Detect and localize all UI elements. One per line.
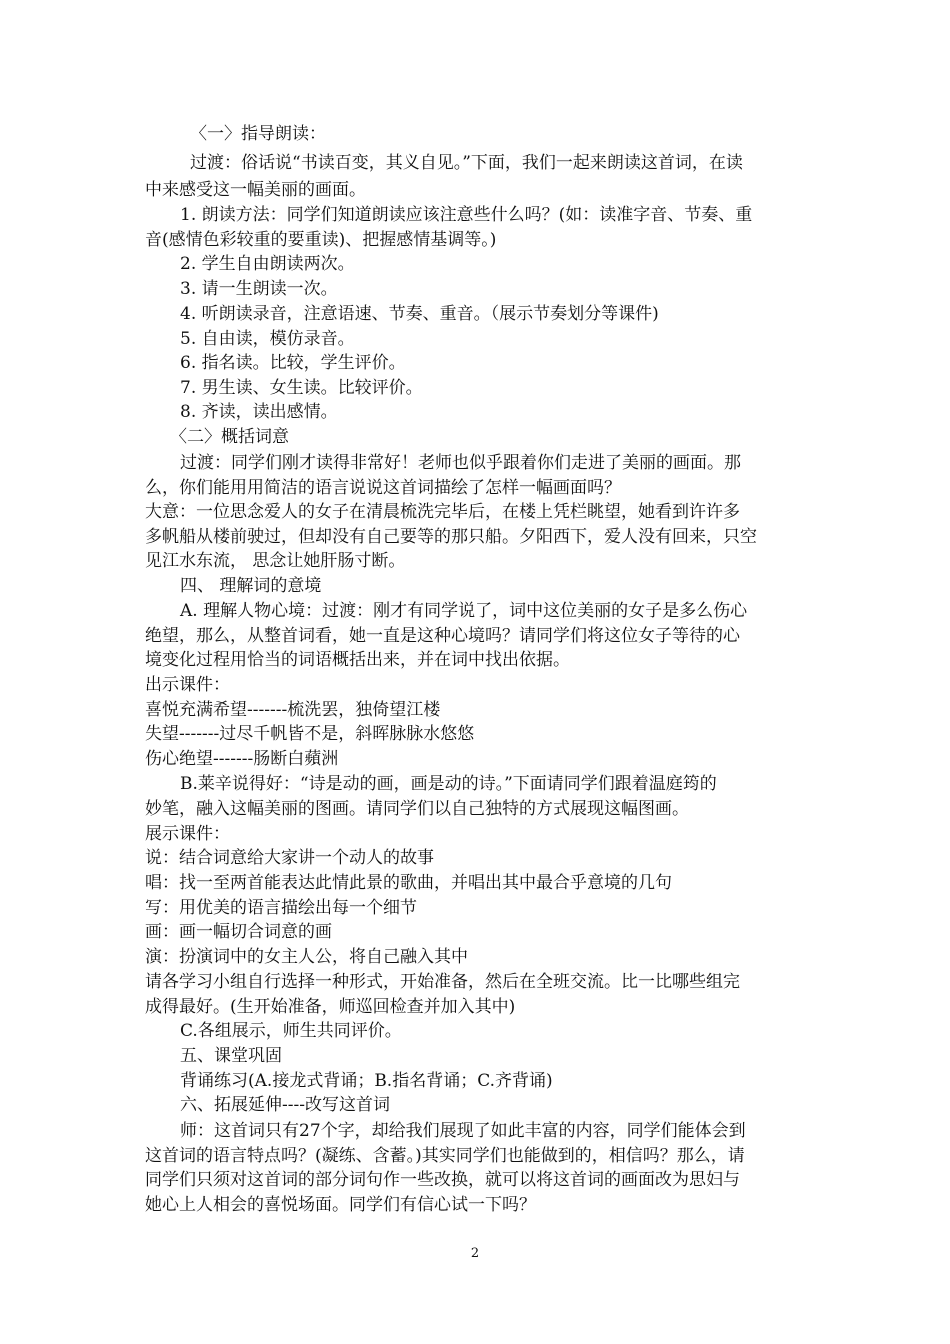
paragraph-line: 境变化过程用恰当的词语概括出来，并在词中找出依据。 [145,650,570,670]
activity-item: 写：用优美的语言描绘出每一个细节 [145,898,417,918]
paragraph-line: 大意：一位思念爱人的女子在清晨梳洗完毕后，在楼上凭栏眺望，她看到许许多 [145,502,740,522]
courseware-item: 喜悦充满希望-------梳洗罢，独倚望江楼 [145,700,441,720]
list-item: 4. 听朗读录音，注意语速、节奏、重音。（展示节奏划分等课件) [180,304,659,324]
activity-item: 画：画一幅切合词意的画 [145,922,332,942]
paragraph-line: 音(感情色彩较重的要重读)、把握感情基调等。) [145,230,497,250]
page-number: 2 [470,1246,480,1261]
paragraph-line: 背诵练习(A.接龙式背诵；B.指名背诵；C.齐背诵) [180,1071,553,1091]
list-item: 6. 指名读。比较，学生评价。 [180,353,406,373]
paragraph-line: 成得最好。(生开始准备，师巡回检查并加入其中) [145,997,516,1017]
activity-item: 说：结合词意给大家讲一个动人的故事 [145,848,434,868]
paragraph-line: 同学们只须对这首词的部分词句作一些改换，就可以将这首词的画面改为思妇与 [145,1170,740,1190]
heading-summarize: 〈二〉概括词意 [170,427,289,447]
list-item: 3. 请一生朗读一次。 [180,279,338,299]
list-item: 1. 朗读方法：同学们知道朗读应该注意些什么吗？(如：读准字音、节奏、重 [180,205,753,225]
paragraph-line: 师：这首词只有27个字，却给我们展现了如此丰富的内容，同学们能体会到 [180,1121,746,1141]
paragraph-line: 中来感受这一幅美丽的画面。 [145,180,366,200]
list-item: 5. 自由读，模仿录音。 [180,329,355,349]
paragraph-line: A. 理解人物心境：过渡：刚才有同学说了，词中这位美丽的女子是多么伤心 [180,601,748,621]
paragraph-line: 多帆船从楼前驶过，但却没有自己要等的那只船。夕阳西下，爱人没有回来，只空 [145,527,757,547]
paragraph-line: 过渡：同学们刚才读得非常好！老师也似乎跟着你们走进了美丽的画面。那 [180,453,741,473]
paragraph-line: B.莱辛说得好：“诗是动的画，画是动的诗。”下面请同学们跟着温庭筠的 [180,774,717,794]
list-item: 7. 男生读、女生读。比较评价。 [180,378,423,398]
paragraph-line: 出示课件： [145,675,230,695]
activity-item: 演：扮演词中的女主人公，将自己融入其中 [145,947,468,967]
paragraph-line: 妙笔，融入这幅美丽的图画。请同学们以自己独特的方式展现这幅图画。 [145,799,689,819]
list-item: 8. 齐读，读出感情。 [180,402,338,422]
paragraph-line: 她心上人相会的喜悦场面。同学们有信心试一下吗？ [145,1195,536,1215]
paragraph-line: 展示课件： [145,824,230,844]
paragraph-line: 请各学习小组自行选择一种形式，开始准备，然后在全班交流。比一比哪些组完 [145,972,740,992]
paragraph-line: 见江水东流， 思念让她肝肠寸断。 [145,551,406,571]
courseware-item: 失望-------过尽千帆皆不是，斜晖脉脉水悠悠 [145,724,475,744]
section-heading: 四、 理解词的意境 [180,576,322,596]
activity-item: 唱：找一至两首能表达此情此景的歌曲，并唱出其中最合乎意境的几句 [145,873,672,893]
heading-guide-reading: 〈一〉指导朗读： [190,124,326,144]
list-item: 2. 学生自由朗读两次。 [180,254,355,274]
paragraph-line: C.各组展示，师生共同评价。 [180,1021,402,1041]
paragraph-line: 绝望，那么，从整首词看，她一直是这种心境吗？请同学们将这位女子等待的心 [145,626,740,646]
paragraph-line: 这首词的语言特点吗？(凝练、含蓄。)其实同学们也能做到的，相信吗？那么，请 [145,1146,745,1166]
paragraph-line: 么，你们能用用简洁的语言说说这首词描绘了怎样一幅画面吗？ [145,478,621,498]
paragraph-line: 过渡：俗话说“书读百变，其义自见。”下面，我们一起来朗读这首词，在读 [190,153,743,173]
section-heading: 六、拓展延伸----改写这首词 [180,1095,390,1115]
courseware-item: 伤心绝望-------肠断白蘋洲 [145,749,339,769]
section-heading: 五、课堂巩固 [180,1046,282,1066]
